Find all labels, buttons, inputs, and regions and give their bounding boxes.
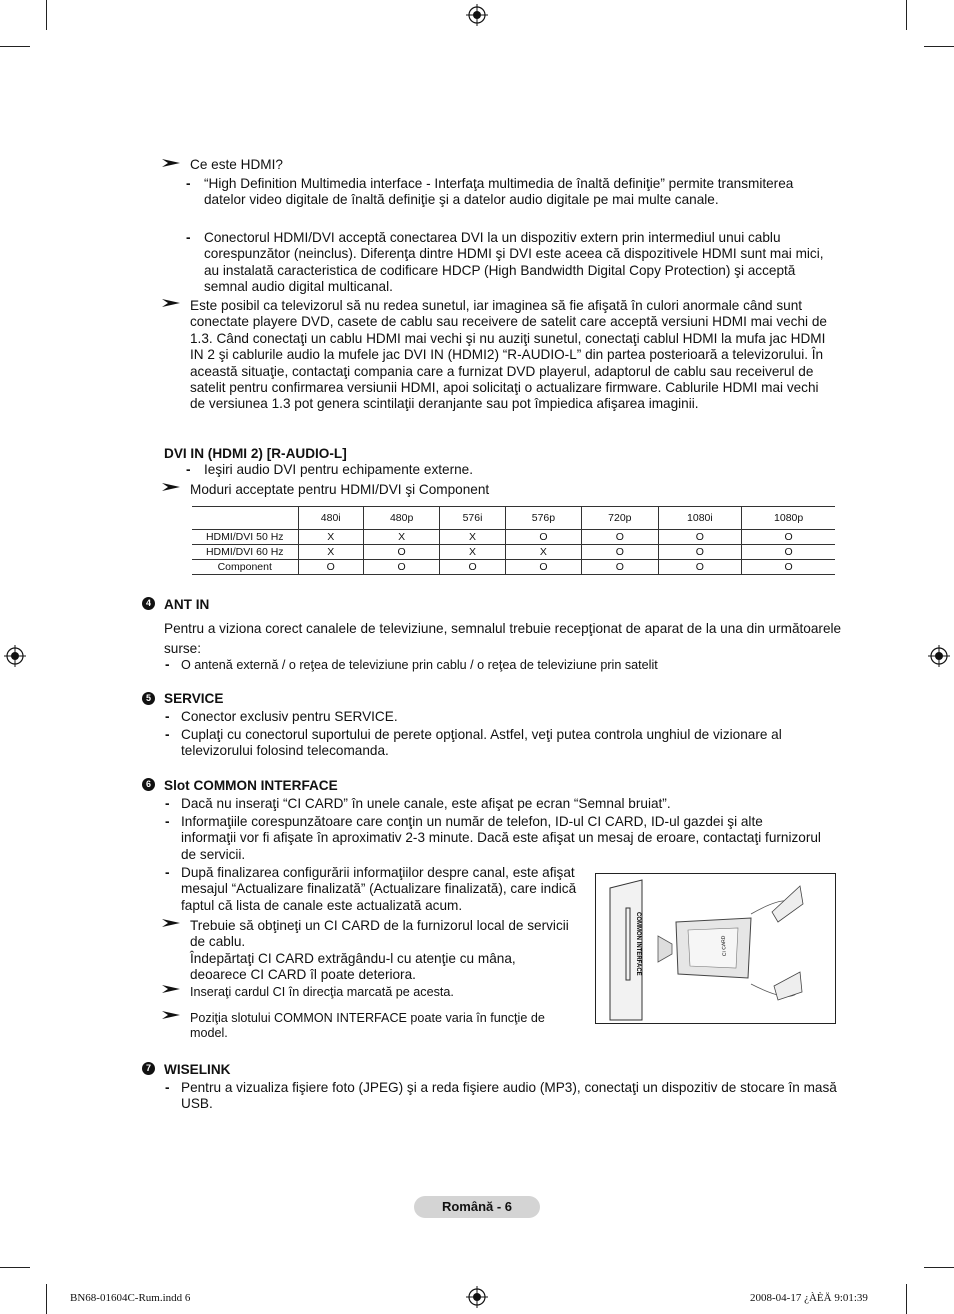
section-number-badge: 7 [142,1062,155,1075]
registration-mark-icon [928,645,950,667]
table-row [192,530,835,545]
note-arrow-icon [162,158,180,168]
table-cell: X [440,530,505,545]
ci-bullet-1: Dacă nu inseraţi “CI CARD” în unele canale, este afişat pe ecran “Semnal bruiat”. [181,796,671,811]
ant-heading: ANT IN [164,597,210,612]
section-number-badge: 5 [142,692,155,705]
bullet-dash: - [165,709,170,724]
table-cell: O [440,560,505,575]
table-cell: O [742,530,835,545]
table-header-cell: 720p [582,507,658,530]
hdmi-bullet-2: Conectorul HDMI/DVI acceptă conectarea DVI la un dispozitiv extern prin intermediul unui cablu corespunzător (neinclus). Diferenţa dintre HDMI şi DVI este aceea că dispozitivele HDMI sunt mai mici, au instalată caracteristica de codificare HDCP (High Bandwidth Digital Copy Protection) şi acceptă semnal audio digital multicanal. [204,230,824,295]
ci-note-2: Inseraţi cardul CI în direcţia marcată pe acesta. [190,985,454,999]
table-cell: O [298,560,363,575]
service-heading: SERVICE [164,691,224,706]
table-cell: X [298,545,363,560]
print-filename: BN68-01604C-Rum.indd 6 [70,1292,191,1304]
crop-mark [0,1267,30,1268]
slot-label: COMMON INTERFACE [635,912,641,976]
table-cell: HDMI/DVI 50 Hz [192,530,298,545]
hdmi-bullet-1: “High Definition Multimedia interface - Interfaţa multimedia de înaltă definiţie” permite transmiterea datelor video digitale de înaltă definiţie şi a datelor audio digitale pe mai multe canale. [204,176,794,208]
note-arrow-icon [162,984,180,994]
ci-card-illustration [596,874,835,1023]
ci-note-3: Poziţia slotului COMMON INTERFACE poate varia în funcţie de model. [190,1011,545,1040]
table-row [192,545,835,560]
print-timestamp: 2008-04-17 ¿ÀÈÄ 9:01:39 [750,1292,868,1304]
ci-heading: Slot COMMON INTERFACE [164,778,338,793]
table-cell: O [505,560,581,575]
ci-bullet-2: Informaţiile corespunzătoare care conţin un număr de telefon, ID-ul CI CARD, ID-ul gazdei şi alte informaţii vor fi afişate în aproximativ 2-3 minute. Dacă este afişat un mesaj de eroare, contactaţi furnizorul de servicii. [181,814,821,862]
note-arrow-icon [162,482,180,492]
table-cell: O [363,560,439,575]
bullet-dash: - [186,462,191,477]
crop-mark [0,46,30,47]
registration-mark-icon [466,4,488,26]
table-header-cell: 1080p [742,507,835,530]
crop-mark [46,0,47,30]
table-cell: O [742,545,835,560]
ant-paragraph: Pentru a viziona corect canalele de televiziune, semnalul trebuie recepţionat de aparat de la una din următoarele surse: [164,621,842,656]
table-cell: O [742,560,835,575]
section-number-badge: 6 [142,778,155,791]
table-row [192,560,835,575]
ci-card-figure [595,873,836,1024]
table-cell: X [298,530,363,545]
table-header-cell [192,507,298,530]
table-header-row [192,507,835,530]
table-cell: X [505,545,581,560]
ci-note-1a: Trebuie să obţineţi un CI CARD de la furnizorul local de servicii de cablu. [190,918,569,950]
dvi-note: Moduri acceptate pentru HDMI/DVI şi Component [190,482,490,497]
bullet-dash: - [165,796,170,811]
table-header-cell: 1080i [658,507,742,530]
table-header-cell: 576p [505,507,581,530]
service-bullet-1: Conector exclusiv pentru SERVICE. [181,709,398,724]
section-number-badge: 4 [142,597,155,610]
crop-mark [924,46,954,47]
card-label: CI CARD [720,935,728,957]
table-cell: O [582,560,658,575]
service-bullet-2: Cuplaţi cu conectorul suportului de perete opţional. Astfel, veţi putea controla unghiul de vizionare al televizorului folosind telecomanda. [181,727,782,759]
table-cell: Component [192,560,298,575]
table-cell: X [363,530,439,545]
table-cell: X [440,545,505,560]
registration-mark-icon [466,1286,488,1308]
page-number-label: Română - 6 [414,1196,540,1218]
crop-mark [46,1284,47,1314]
modes-table [192,506,835,575]
table-cell: O [505,530,581,545]
bullet-dash: - [186,176,191,191]
ant-bullet: O antenă externă / o reţea de televiziune prin cablu / o reţea de televiziune prin satelit [181,658,658,672]
table-cell: O [658,560,742,575]
note-arrow-icon [162,918,180,928]
wiselink-bullet: Pentru a vizualiza fişiere foto (JPEG) şi a reda fişiere audio (MP3), conectaţi un dispozitiv de stocare în masă USB. [181,1080,837,1112]
bullet-dash: - [165,1080,170,1095]
bullet-dash: - [165,865,170,880]
table-header-cell: 480p [363,507,439,530]
table-cell: O [363,545,439,560]
crop-mark [906,1284,907,1314]
bullet-dash: - [186,230,191,245]
table-header-cell: 576i [440,507,505,530]
registration-mark-icon [4,645,26,667]
table-cell: O [582,530,658,545]
note-arrow-icon [162,298,180,308]
dvi-heading: DVI IN (HDMI 2) [R-AUDIO-L] [164,446,347,461]
hdmi-question: Ce este HDMI? [190,157,283,172]
table-header-cell: 480i [298,507,363,530]
bullet-dash: - [165,814,170,829]
crop-mark [906,0,907,30]
ci-bullet-3: După finalizarea configurării informaţiilor despre canal, este afişat mesajul “Actualizare finalizată” (Actualizare finalizată), care indică faptul că lista de canale este actualizată acum. [181,865,577,913]
hdmi-note: Este posibil ca televizorul să nu redea sunetul, iar imaginea să fie afişată în culori anormale când sunt conectate playere DVD, casete de cablu sau receivere de satelit care acceptă versiuni HDMI mai vechi de 1.3. Când conectaţi un cablu HDMI mai vechi şi nu auziţi sunetul, conectaţi cablul HDMI la mufa jac HDMI IN 2 şi cablurile audio la mufele jac DVI IN (HDMI2) “R-AUDIO-L” din partea posterioară a televizorului. În această situaţie, contactaţi compania care a furnizat DVD playerul, adaptorul de cablu sau receiverul de satelit pentru confirmarea versiunii HDMI, apoi solicitaţi o actualizare firmware. Cablurile HDMI mai vechi de versiunea 1.3 pot genera scintilaţii deranjante sau pot împiedica afişarea imaginii. [190,298,827,412]
dvi-bullet: Ieşiri audio DVI pentru echipamente externe. [204,462,474,477]
table-cell: O [582,545,658,560]
table-cell: O [658,530,742,545]
ci-note-1b: Îndepărtaţi CI CARD extrăgându-l cu atenţie cu mâna, deoarece CI CARD îl poate deteriora. [190,951,516,983]
bullet-dash: - [165,727,170,742]
table-cell: O [658,545,742,560]
table-cell: HDMI/DVI 60 Hz [192,545,298,560]
note-arrow-icon [162,1010,180,1020]
crop-mark [924,1267,954,1268]
bullet-dash: - [165,657,170,672]
wiselink-heading: WISELINK [164,1062,231,1077]
